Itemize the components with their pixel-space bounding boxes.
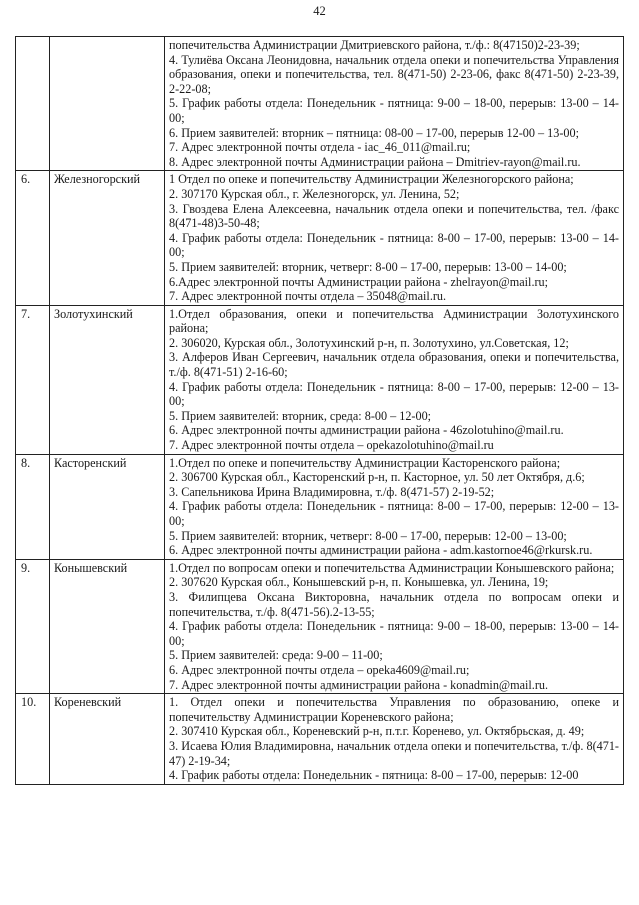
info-line: 6. Прием заявителей: вторник – пятница: 08-00 – 17-00, перерыв 12-00 – 13-00; xyxy=(169,125,579,140)
district-name: Железногорский xyxy=(50,171,165,305)
info-line: 6. Адрес электронной почты администрации района - 46zolotuhino@mail.ru. xyxy=(169,423,564,438)
table-row xyxy=(16,305,624,454)
info-line: 1.Отдел по вопросам опеки и попечительства Администрации Конышевского района; xyxy=(169,560,615,575)
info-line: 3. Исаева Юлия Владимировна, начальник отдела опеки и попечительства, т./ф. 8(471-47) 2-19-34; xyxy=(169,738,619,768)
page-number: 42 xyxy=(313,4,326,18)
info-line: 2. 307170 Курская обл., г. Железногорск, ул. Ленина, 52; xyxy=(169,186,460,201)
row-number: 6. xyxy=(16,171,50,305)
info-line: 3. Сапельникова Ирина Владимировна, т./ф. 8(471-57) 2-19-52; xyxy=(169,484,495,499)
info-line: 7. Адрес электронной почты администрации района - konadmin@mail.ru. xyxy=(169,677,549,692)
info-line: 4. График работы отдела: Понедельник - пятница: 8-00 – 17-00, перерыв: 13-00 – 14-00; xyxy=(169,230,619,260)
info-line: 3. Филипцева Оксана Викторовна, начальник отдела по вопросам опеки и попечительства, т./ф. 8(471-56).2-13-55; xyxy=(169,589,619,619)
info-line: 1. Отдел опеки и попечительства Управления по образованию, опеке и попечительству Администрации Кореневского района; xyxy=(169,695,619,724)
info-line: 2. 306020, Курская обл., Золотухинский р-н, п. Золотухино, ул.Советская, 12; xyxy=(169,335,569,350)
info-line: 4. График работы отдела: Понедельник - пятница: 8-00 – 17-00, перерыв: 12-00 – 13-00; xyxy=(169,499,619,528)
row-number xyxy=(16,37,50,171)
info-line: 3. Гвоздева Елена Алексеевна, начальник отдела опеки и попечительства, тел. /факс 8(471-48)3-50-48; xyxy=(169,201,619,231)
info-line: 5. Прием заявителей: вторник, четверг: 8-00 – 17-00, перерыв: 12-00 – 13-00; xyxy=(169,528,567,543)
department-info xyxy=(165,305,624,454)
info-line: 6.Адрес электронной почты Администрации района - zhelrayon@mail.ru; xyxy=(169,274,549,289)
info-line: 4. Тулиёва Оксана Леонидовна, начальник отдела опеки и попечительства Управления образования, опеки и попечительства, тел. 8(471-50) 2-23-06, факс 8(471-50) 2-23-39, 2-22-08; xyxy=(169,52,619,96)
district-name: Кореневский xyxy=(50,694,165,785)
department-info xyxy=(165,171,624,305)
district-name: Конышевский xyxy=(50,559,165,693)
info-line: 5. График работы отдела: Понедельник - пятница: 9-00 – 18-00, перерыв: 13-00 – 14-00; xyxy=(169,96,619,125)
info-line: попечительства Администрации Дмитриевского района, т./ф.: 8(47150)2-23-39; xyxy=(169,38,580,52)
department-info xyxy=(165,559,624,693)
info-line: 2. 307620 Курская обл., Конышевский р-н, п. Конышевка, ул. Ленина, 19; xyxy=(169,575,549,590)
info-line: 3. Алферов Иван Сергеевич, начальник отдела образования, опеки и попечительства, т./ф. 8(471-51) 2-16-60; xyxy=(169,350,619,380)
info-line: 4. График работы отдела: Понедельник - пятница: 9-00 – 18-00, перерыв: 13-00 – 14-00; xyxy=(169,619,619,648)
info-line: 5. Прием заявителей: вторник, четверг: 8-00 – 17-00, перерыв: 13-00 – 14-00; xyxy=(169,259,567,274)
info-line: 5. Прием заявителей: вторник, среда: 8-00 – 12-00; xyxy=(169,408,432,423)
info-line: 4. График работы отдела: Понедельник - пятница: 8-00 – 17-00, перерыв: 12-00 – 13-00; xyxy=(169,379,619,409)
row-number: 10. xyxy=(16,694,50,785)
table-row xyxy=(16,171,624,305)
district-name: Касторенский xyxy=(50,454,165,559)
department-info xyxy=(165,694,624,785)
row-number: 8. xyxy=(16,454,50,559)
info-line: 1 Отдел по опеке и попечительству Администрации Железногорского района; xyxy=(169,172,574,187)
info-line: 7. Адрес электронной почты отдела – opekazolotuhino@mail.ru xyxy=(169,438,494,453)
info-line: 1.Отдел образования, опеки и попечительства Администрации Золотухинского района; xyxy=(169,306,619,336)
info-line: 8. Адрес электронной почты Администрации района – Dmitriev-rayon@mail.ru. xyxy=(169,154,581,169)
department-info xyxy=(165,37,624,171)
info-line: 4. График работы отдела: Понедельник - пятница: 8-00 – 17-00, перерыв: 12-00 xyxy=(169,768,579,783)
info-line: 7. Адрес электронной почты отдела – 35048@mail.ru. xyxy=(169,289,447,304)
district-name xyxy=(50,37,165,171)
info-line: 6. Адрес электронной почты администрации района - adm.kastornoe46@rkursk.ru. xyxy=(169,543,593,558)
department-info xyxy=(165,454,624,559)
info-line: 2. 306700 Курская обл., Касторенский р-н, п. Касторное, ул. 50 лет Октября, д.6; xyxy=(169,470,585,485)
table-row xyxy=(16,694,624,785)
info-line: 7. Адрес электронной почты отдела - iac_46_011@mail.ru; xyxy=(169,140,471,155)
guardianship-departments-table xyxy=(15,36,624,785)
info-line: 5. Прием заявителей: среда: 9-00 – 11-00; xyxy=(169,648,383,663)
row-number: 9. xyxy=(16,559,50,693)
table-row xyxy=(16,559,624,693)
info-line: 2. 307410 Курская обл., Кореневский р-н, п.т.г. Коренево, ул. Октябрьская, д. 49; xyxy=(169,724,585,739)
table-row xyxy=(16,454,624,559)
district-name: Золотухинский xyxy=(50,305,165,454)
info-line: 6. Адрес электронной почты отдела – opeka4609@mail.ru; xyxy=(169,662,470,677)
row-number: 7. xyxy=(16,305,50,454)
table-row xyxy=(16,37,624,171)
info-line: 1.Отдел по опеке и попечительству Администрации Касторенского района; xyxy=(169,455,561,470)
